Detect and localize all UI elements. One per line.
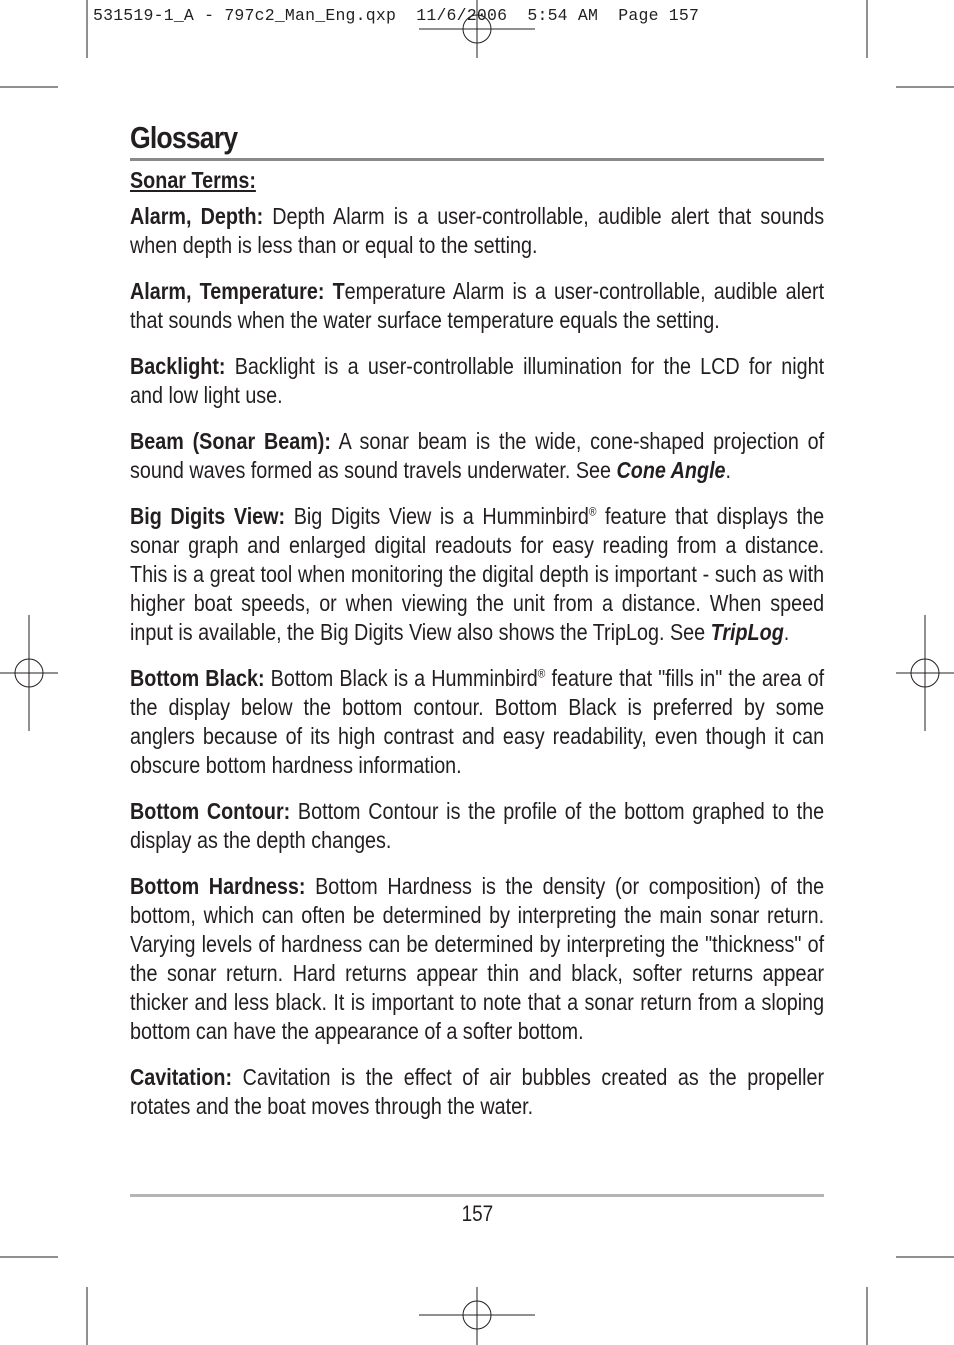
glossary-entry xyxy=(130,797,824,855)
print-slug: 531519-1_A - 797c2_Man_Eng.qxp 11/6/2006 5:54 AM Page 157 xyxy=(93,6,700,25)
entry-term: Alarm, Temperature: T xyxy=(130,278,345,304)
entry-term: Bottom Black: xyxy=(130,665,265,691)
glossary-entry xyxy=(130,352,824,410)
glossary-entry xyxy=(130,427,824,485)
entry-term: Alarm, Depth: xyxy=(130,203,264,229)
glossary-content xyxy=(130,166,824,1138)
glossary-entry xyxy=(130,277,824,335)
glossary-entry xyxy=(130,664,824,780)
entry-term: Big Digits View: xyxy=(130,503,286,529)
entry-definition: emperature Alarm is a user-controllable, audible alert that sounds when the water surface temperature equals the setting. xyxy=(130,278,825,333)
entry-definition: Depth Alarm is a user-controllable, audible alert that sounds when depth is less than or equal to the setting. xyxy=(130,203,825,258)
entry-definition: Backlight is a user-controllable illumination for the LCD for night and low light use. xyxy=(130,353,825,408)
cross-reference: Cone Angle xyxy=(616,457,726,483)
entry-definition: Bottom Contour is the profile of the bottom graphed to the display as the depth changes. xyxy=(130,798,825,853)
entry-term: Backlight: xyxy=(130,353,226,379)
registration-mark-top xyxy=(419,0,535,58)
section-heading: Sonar Terms: xyxy=(130,167,256,193)
entry-term: Cavitation: xyxy=(130,1064,233,1090)
cross-reference: TripLog xyxy=(710,619,784,645)
glossary-entry xyxy=(130,1063,824,1121)
glossary-entry xyxy=(130,502,824,647)
registration-mark-left xyxy=(0,615,58,731)
entry-term: Bottom Contour: xyxy=(130,798,291,824)
title-rule xyxy=(130,158,824,161)
glossary-entry xyxy=(130,872,824,1046)
entry-definition-cont: feature that displays the sonar graph and enlarged digital readouts for easy reading from a distance. This is a great tool when monitoring the digital depth is important - such as with higher boat speeds, or when viewing the unit from a distance. When speed input is available, the Big Digits View also shows the TripLog. See xyxy=(130,503,825,645)
page-number-text: 157 xyxy=(461,1201,493,1226)
entry-definition: A sonar beam is the wide, cone-shaped projection of sound waves formed as sound travels underwater. See xyxy=(130,428,825,483)
registered-mark: ® xyxy=(537,666,546,681)
entry-term: Beam (Sonar Beam): xyxy=(130,428,331,454)
entry-definition: Cavitation is the effect of air bubbles created as the propeller rotates and the boat moves through the water. xyxy=(130,1064,825,1119)
page-number xyxy=(0,1201,954,1227)
glossary-entry xyxy=(130,202,824,260)
entry-definition-cont: feature that "fills in" the area of the display below the bottom contour. Bottom Black is preferred by some anglers because of its high contrast and easy readability, even though it can obscure bottom hardness information. xyxy=(130,665,825,778)
entry-punctuation: . xyxy=(783,619,790,645)
entry-definition: Bottom Black is a Humminbird xyxy=(264,665,538,691)
page-title: Glossary xyxy=(130,120,238,155)
entry-definition: Bottom Hardness is the density (or composition) of the bottom, which can often be determined by interpreting the main sonar return. Varying levels of hardness can be determined by interpreting the "thickness" of the sonar return. Hard returns appear thin and black, softer returns appear thicker and less black. It is important to note that a sonar return from a sloping bottom can have the appearance of a softer bottom. xyxy=(130,873,825,1044)
entry-punctuation: . xyxy=(725,457,732,483)
registration-mark-bottom xyxy=(419,1287,535,1345)
registration-mark-right xyxy=(896,615,954,731)
entry-definition: Big Digits View is a Humminbird xyxy=(285,503,589,529)
footer-rule xyxy=(130,1194,824,1197)
registered-mark: ® xyxy=(588,504,597,519)
entry-term: Bottom Hardness: xyxy=(130,873,306,899)
